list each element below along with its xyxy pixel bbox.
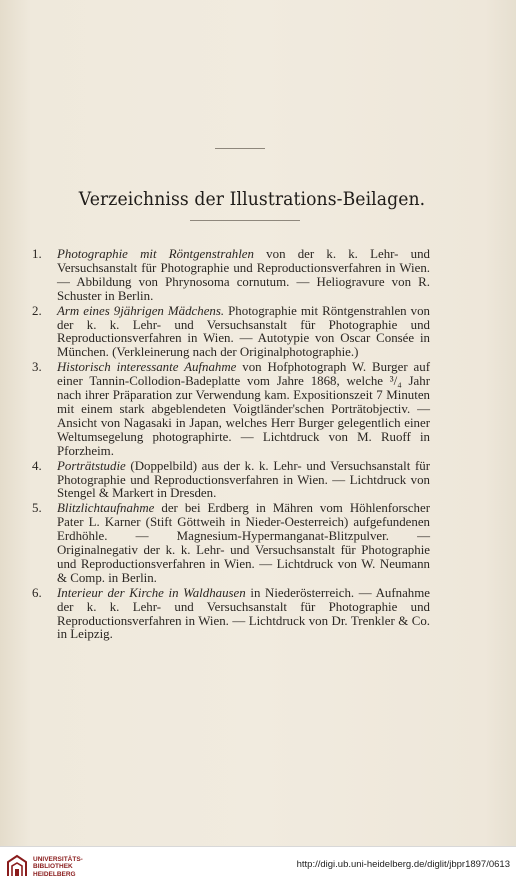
title-divider	[190, 220, 300, 221]
entry-number: 3.	[32, 360, 42, 375]
library-logo[interactable]	[6, 854, 126, 880]
entry-number: 1.	[32, 247, 42, 261]
entry-number: 2.	[32, 303, 42, 318]
library-seal-icon	[6, 854, 28, 878]
library-name-line: BIBLIOTHEK	[33, 863, 73, 871]
list-item	[32, 248, 430, 304]
library-name-line: UNIVERSITÄTS-	[33, 856, 83, 863]
entry-title: Blitzlichtaufnahme	[57, 501, 155, 516]
viewer-footer	[0, 846, 516, 884]
entry-text: Photographie mit Röntgenstrahlen von der k. k. Lehr- und Versuchsanstalt für Photographie und Reproductionsverfahren in Wien. — Autotypie von Oscar Consée in München. (Verkleinerung nach der Originalphotographie.)	[57, 303, 430, 360]
list-item	[32, 361, 430, 458]
entry-number: 5.	[32, 501, 42, 516]
entry-body	[57, 502, 430, 585]
entry-title: Arm eines 9jährigen Mädchens.	[57, 303, 225, 318]
library-name	[33, 856, 83, 878]
entry-body	[57, 305, 430, 361]
entry-text: von der k. k. Lehr- und Versuchsanstalt für Photographie und Reproductionsverfahren in Wien. — Abbildung von Phrynosoma cornutum. — Heliogravure von R. Schuster in Berlin.	[57, 247, 431, 303]
entry-body	[57, 361, 430, 458]
top-divider	[215, 148, 265, 149]
list-item	[32, 305, 430, 361]
list-item	[32, 587, 430, 643]
entry-title: Photographie mit Röntgenstrahlen	[57, 247, 254, 261]
entry-text: von Hofphotograph W. Burger auf einer Tannin-Collodion-Badeplatte vom Jahre 1868, welche ³/₄ Jahr nach ihrer Präparation zur Verwendung kam. Expositionszeit 7 Minuten mit einem stark abgeblendeten Voigtländer'schen Porträtobjectiv. — Ansicht von Nagasaki in Japan, welches Herr Burger gelegentlich einer Weltumsegelung photographirte. — Lichtdruck von M. Ruoff in Pforzheim.	[57, 360, 430, 458]
entry-number: 4.	[32, 458, 42, 473]
library-name-line: HEIDELBERG	[33, 870, 76, 878]
illustration-list	[32, 248, 430, 642]
permalink[interactable]: http://digi.ub.uni-heidelberg.de/diglit/jbpr1897/0613	[296, 859, 510, 870]
entry-text: der bei Erdberg in Mähren vom Höhlenforscher Pater L. Karner (Stift Göttweih in Nieder-Oesterreich) aufgefundenen Erdhöhle. — Magnesium-Hypermanganat-Blitzpulver. — Originalnegativ der k. k. Lehr- und Versuchsanstalt für Photographie und Reproductionsverfahren in Wien. — Lichtdruck von W. Neumann & Comp. in Berlin.	[57, 501, 430, 585]
list-item	[32, 460, 430, 502]
entry-body	[57, 248, 430, 304]
entry-title: Interieur der Kirche in Waldhausen	[57, 585, 246, 600]
entry-number: 6.	[32, 585, 42, 600]
page-title: Verzeichniss der Illustrations-Beilagen.	[78, 189, 426, 210]
entry-body	[57, 587, 430, 643]
list-item	[32, 502, 430, 585]
entry-body	[57, 460, 430, 502]
entry-text: (Doppelbild) aus der k. k. Lehr- und Versuchsanstalt für Photographie und Reproductionsverfahren in Wien. — Lichtdruck von Stengel & Markert in Dresden.	[57, 458, 430, 501]
entry-title: Historisch interessante Aufnahme	[57, 360, 237, 375]
entry-title: Porträtstudie	[57, 458, 126, 473]
entry-text: in Niederösterreich. — Aufnahme der k. k. Lehr- und Versuchsanstalt für Photographie und Reproductionsverfahren in Wien. — Lichtdruck von Dr. Trenkler & Co. in Leipzig.	[57, 585, 431, 642]
